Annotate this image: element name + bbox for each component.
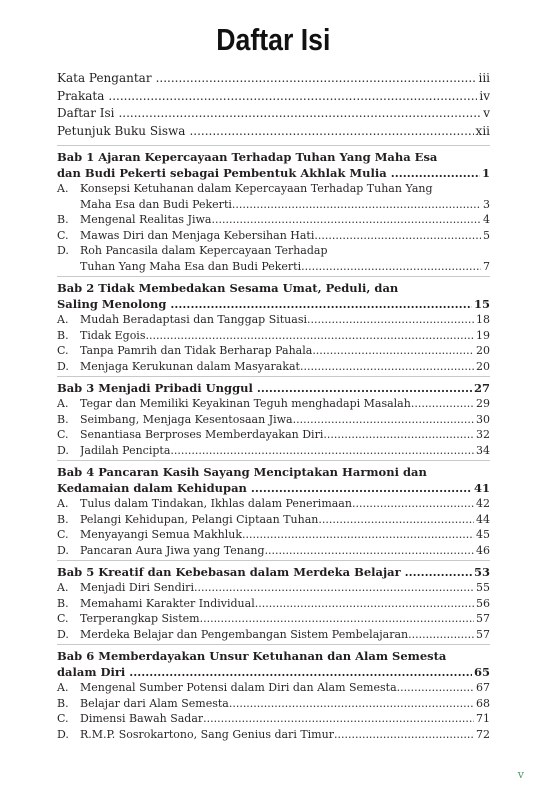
- chapter-title-line: dalam Diri: [57, 665, 126, 679]
- section-letter: A.: [57, 681, 69, 694]
- section-title-line: Menjaga Kerukunan dalam Masyarakat: [80, 359, 300, 373]
- section-title-line: Pancaran Aura Jiwa yang Tenang: [80, 543, 265, 557]
- toc-section-entry: [57, 312, 490, 328]
- section-title-line: Konsepsi Ketuhanan dalam Kepercayaan Terhadap Tuhan Yang: [80, 182, 433, 195]
- entry-page-number: iii: [478, 71, 490, 85]
- dot-leader: [145, 328, 474, 344]
- dot-leader: [411, 396, 474, 412]
- toc-section-entry: [57, 711, 490, 727]
- section-letter: C.: [57, 344, 69, 357]
- dot-leader: [408, 627, 474, 643]
- toc-section-entry: [57, 228, 490, 244]
- section-letter: B.: [57, 213, 69, 226]
- dot-leader: [242, 527, 474, 543]
- divider-line: [57, 276, 490, 277]
- dot-leader: [265, 543, 474, 559]
- section-page-number: 3: [483, 197, 490, 211]
- section-page-number: 20: [476, 344, 490, 357]
- section-letter: B.: [57, 328, 69, 342]
- dot-leader: [189, 123, 473, 141]
- chapter-title-line: Bab 4 Pancaran Kasih Sayang Menciptakan Harmoni dan: [57, 465, 427, 479]
- section-title-line: Mudah Beradaptasi dan Tanggap Situasi: [80, 313, 307, 326]
- section-letter: D.: [57, 443, 69, 457]
- chapter-heading: [57, 464, 490, 496]
- section-letter: C.: [57, 528, 69, 541]
- chapter-heading: [57, 149, 490, 181]
- toc-section-entry: [57, 580, 490, 596]
- chapter-heading: [57, 380, 490, 396]
- toc-section-entry: [57, 527, 490, 543]
- chapter-title-line: Bab 3 Menjadi Pribadi Unggul: [57, 381, 253, 395]
- toc-section-entry: [57, 427, 490, 443]
- section-page-number: 57: [476, 612, 490, 625]
- section-page-number: 45: [476, 528, 490, 541]
- section-title-line: Mawas Diri dan Menjaga Kebersihan Hati: [80, 228, 315, 242]
- section-page-number: 34: [476, 443, 490, 457]
- section-letter: B.: [57, 512, 69, 526]
- entry-title: Petunjuk Buku Siswa: [57, 123, 186, 138]
- section-page-number: 67: [476, 681, 490, 694]
- chapter-4-block: [57, 464, 490, 558]
- chapter-page-number: 53: [473, 565, 490, 579]
- section-letter: A.: [57, 497, 69, 510]
- dot-leader: [129, 664, 472, 680]
- toc-section-entry: [57, 359, 490, 375]
- toc-section-entry: [57, 243, 490, 274]
- section-page-number: 30: [476, 412, 490, 426]
- dot-leader: [257, 380, 472, 396]
- dot-leader: [323, 427, 474, 443]
- dot-leader: [307, 312, 474, 328]
- entry-page-number: iv: [479, 88, 490, 103]
- toc-section-entry: [57, 611, 490, 627]
- chapter-heading: [57, 648, 490, 680]
- page-folio: v: [517, 768, 524, 781]
- divider-line: [57, 145, 490, 146]
- dot-leader: [232, 197, 481, 213]
- table-of-contents: [57, 70, 490, 742]
- entry-title: Daftar Isi: [57, 106, 115, 120]
- chapter-title-line: Kedamaian dalam Kehidupan: [57, 481, 247, 495]
- page-title-wrap: [0, 21, 546, 59]
- section-page-number: 71: [476, 712, 490, 725]
- section-letter: D.: [57, 543, 69, 557]
- section-page-number: 44: [476, 512, 490, 526]
- section-title-line: Memahami Karakter Individual: [80, 596, 255, 610]
- section-title-line: Roh Pancasila dalam Kepercayaan Terhadap: [80, 244, 328, 257]
- section-title-line: Belajar dari Alam Semesta: [80, 696, 229, 710]
- dot-leader: [203, 711, 474, 727]
- section-title-line: Pelangi Kehidupan, Pelangi Ciptaan Tuhan: [80, 512, 319, 526]
- chapter-page-number: 41: [473, 481, 490, 495]
- chapter-title-line: Bab 5 Kreatif dan Kebebasan dalam Merdeka Belajar: [57, 565, 401, 579]
- section-letter: B.: [57, 596, 69, 610]
- section-title-line: Tegar dan Memiliki Keyakinan Teguh menghadapi Masalah: [80, 397, 411, 410]
- chapter-3-block: [57, 380, 490, 458]
- section-letter: A.: [57, 313, 69, 326]
- entry-page-number: v: [483, 106, 490, 120]
- dot-leader: [397, 680, 474, 696]
- chapter-page-number: 27: [473, 381, 490, 395]
- section-title-line: Menyayangi Semua Makhluk: [80, 528, 242, 541]
- section-title-line: Merdeka Belajar dan Pengembangan Sistem Pembelajaran: [80, 627, 409, 641]
- section-page-number: 18: [476, 313, 490, 326]
- chapter-2-block: [57, 280, 490, 374]
- dot-leader: [301, 259, 481, 275]
- dot-leader: [318, 512, 474, 528]
- section-title-line: Tuhan Yang Maha Esa dan Budi Pekerti: [80, 259, 302, 273]
- toc-entry: [57, 105, 490, 123]
- dot-leader: [194, 580, 474, 596]
- divider-line: [57, 644, 490, 645]
- dot-leader: [229, 696, 474, 712]
- chapter-page-number: 15: [473, 297, 490, 311]
- chapter-title-line: dan Budi Pekerti sebagai Pembentuk Akhlak Mulia: [57, 166, 387, 180]
- dot-leader: [251, 480, 472, 496]
- dot-leader: [200, 611, 474, 627]
- divider-line: [57, 460, 490, 461]
- section-title-line: Menjadi Diri Sendiri: [80, 581, 194, 594]
- section-letter: B.: [57, 696, 69, 710]
- section-title-line: Dimensi Bawah Sadar: [80, 712, 204, 725]
- section-page-number: 55: [476, 581, 490, 594]
- chapter-6-block: [57, 648, 490, 742]
- chapter-1-block: [57, 149, 490, 274]
- section-letter: D.: [57, 727, 69, 741]
- dot-leader: [118, 105, 481, 123]
- chapter-title-line: Saling Menolong: [57, 297, 167, 311]
- section-title-line: Tulus dalam Tindakan, Ikhlas dalam Penerimaan: [80, 497, 352, 510]
- section-letter: C.: [57, 228, 69, 242]
- section-title-line: Mengenal Realitas Jiwa: [80, 213, 212, 226]
- dot-leader: [352, 496, 474, 512]
- toc-entry: [57, 88, 490, 106]
- toc-section-entry: [57, 727, 490, 743]
- chapter-heading: [57, 564, 490, 580]
- section-page-number: 57: [476, 627, 490, 641]
- toc-section-entry: [57, 443, 490, 459]
- toc-section-entry: [57, 496, 490, 512]
- section-letter: C.: [57, 428, 69, 441]
- section-title-line: R.M.P. Sosrokartono, Sang Genius dari Timur: [80, 727, 334, 741]
- toc-section-entry: [57, 212, 490, 228]
- section-title-line: Senantiasa Berproses Memberdayakan Diri: [80, 428, 324, 441]
- section-page-number: 4: [483, 213, 490, 226]
- section-letter: D.: [57, 359, 69, 373]
- chapter-page-number: 1: [481, 166, 490, 180]
- front-matter-list: [57, 70, 490, 140]
- section-page-number: 5: [483, 228, 490, 242]
- section-title-line: Maha Esa dan Budi Pekerti: [80, 197, 232, 211]
- dot-leader: [211, 212, 481, 228]
- dot-leader: [293, 412, 474, 428]
- page-title: Daftar Isi: [215, 22, 331, 57]
- dot-leader: [108, 88, 477, 106]
- chapter-page-number: 65: [473, 665, 490, 679]
- toc-entry: [57, 123, 490, 141]
- section-letter: A.: [57, 581, 69, 594]
- section-title-line: Mengenal Sumber Potensi dalam Diri dan Alam Semesta: [80, 681, 397, 694]
- dot-leader: [170, 443, 474, 459]
- divider-line: [57, 560, 490, 561]
- dot-leader: [314, 228, 481, 244]
- toc-section-entry: [57, 412, 490, 428]
- section-page-number: 19: [476, 328, 490, 342]
- divider-line: [57, 376, 490, 377]
- chapter-heading: [57, 280, 490, 312]
- toc-section-entry: [57, 343, 490, 359]
- dot-leader: [300, 359, 474, 375]
- toc-section-entry: [57, 181, 490, 212]
- section-title-line: Terperangkap Sistem: [80, 612, 200, 625]
- dot-leader: [312, 343, 474, 359]
- dot-leader: [405, 564, 472, 580]
- toc-section-entry: [57, 543, 490, 559]
- section-title-line: Jadilah Pencipta: [80, 443, 171, 457]
- section-letter: D.: [57, 244, 69, 257]
- dot-leader: [391, 165, 480, 181]
- section-letter: A.: [57, 397, 69, 410]
- section-page-number: 42: [476, 497, 490, 510]
- dot-leader: [255, 596, 474, 612]
- section-page-number: 56: [476, 596, 490, 610]
- section-title-line: Seimbang, Menjaga Kesentosaan Jiwa: [80, 412, 293, 426]
- chapter-5-block: [57, 564, 490, 642]
- section-page-number: 46: [476, 543, 490, 557]
- dot-leader: [156, 70, 477, 88]
- section-page-number: 32: [476, 428, 490, 441]
- section-page-number: 7: [483, 259, 490, 273]
- chapter-title-line: Bab 2 Tidak Membedakan Sesama Umat, Peduli, dan: [57, 281, 399, 295]
- chapter-title-line: Bab 6 Memberdayakan Unsur Ketuhanan dan Alam Semesta: [57, 649, 447, 663]
- toc-section-entry: [57, 512, 490, 528]
- dot-leader: [170, 296, 472, 312]
- toc-section-entry: [57, 696, 490, 712]
- entry-title: Prakata: [57, 88, 105, 103]
- toc-entry: [57, 70, 490, 88]
- section-title-line: Tidak Egois: [80, 328, 146, 342]
- chapter-title-line: Bab 1 Ajaran Kepercayaan Terhadap Tuhan Yang Maha Esa: [57, 150, 438, 164]
- section-page-number: 68: [476, 696, 490, 710]
- section-page-number: 20: [476, 359, 490, 373]
- dot-leader: [334, 727, 474, 743]
- section-letter: A.: [57, 182, 69, 195]
- toc-section-entry: [57, 396, 490, 412]
- section-letter: C.: [57, 712, 69, 725]
- toc-section-entry: [57, 328, 490, 344]
- section-letter: D.: [57, 627, 69, 641]
- toc-section-entry: [57, 596, 490, 612]
- entry-title: Kata Pengantar: [57, 71, 152, 85]
- section-page-number: 29: [476, 397, 490, 410]
- section-page-number: 72: [476, 727, 490, 741]
- toc-section-entry: [57, 680, 490, 696]
- toc-section-entry: [57, 627, 490, 643]
- section-letter: B.: [57, 412, 69, 426]
- section-letter: C.: [57, 612, 69, 625]
- section-title-line: Tanpa Pamrih dan Tidak Berharap Pahala: [80, 344, 313, 357]
- entry-page-number: xii: [475, 123, 490, 138]
